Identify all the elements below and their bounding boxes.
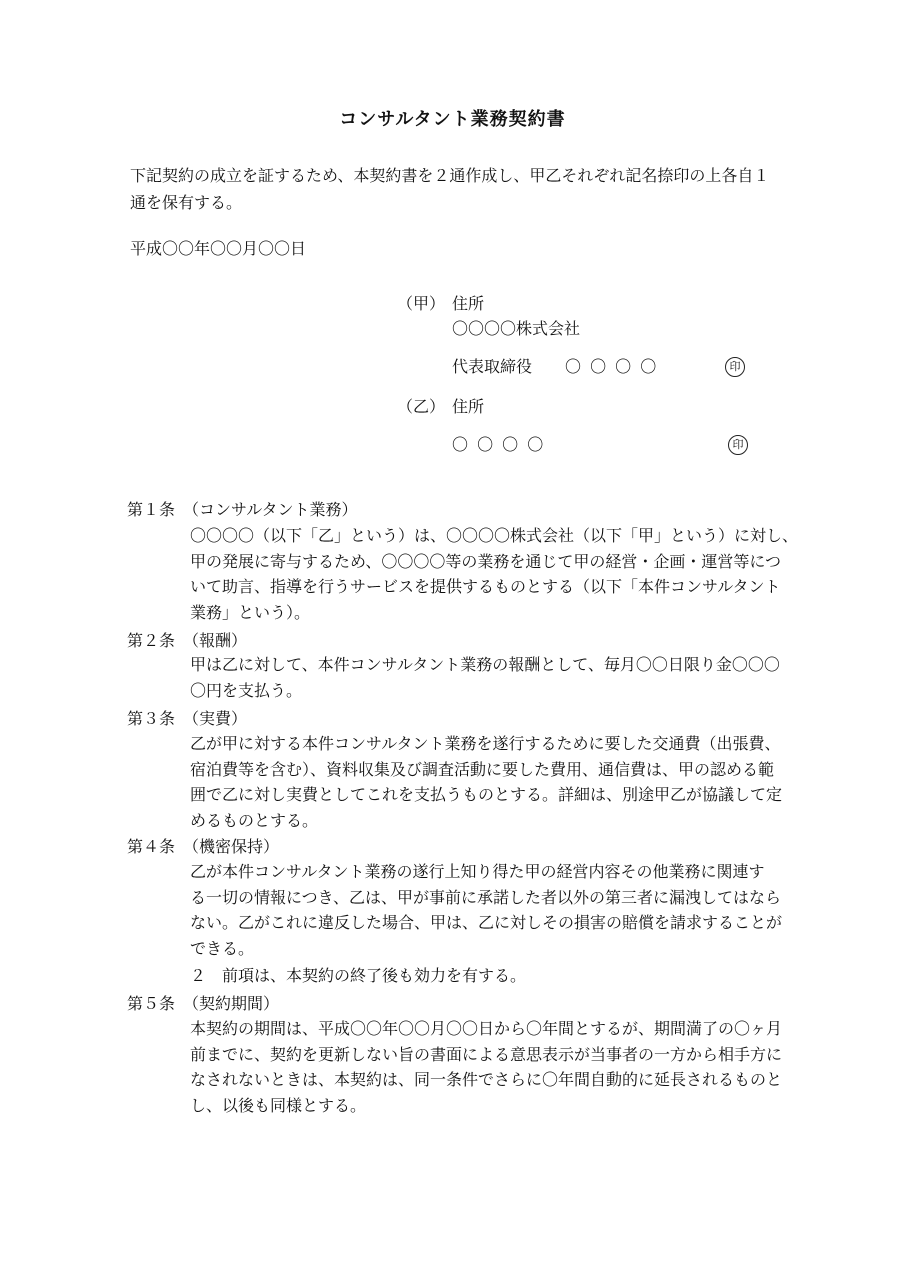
article-line: し、以後も同様とする。 [190,1095,367,1115]
article-line: る一切の情報につき、乙は、甲が事前に承諾した者以外の第三者に漏洩してはなら [190,887,782,907]
article-line: なされないときは、本契約は、同一条件でさらに〇年間自動的に延長されるものと [190,1070,783,1090]
article-line: 乙が甲に対する本件コンサルタント業務を遂行するために要した交通費（出張費、 [190,734,781,753]
article-4-subclause: ２ 前項は、本契約の終了後も効力を有する。 [190,966,527,985]
article-2-body [190,652,790,703]
article-line: 囲で乙に対し実費としてこれを支払うものとする。詳細は、別途甲乙が協議して定 [190,785,783,805]
article-3-body [190,731,790,833]
intro-line: 通を保有する。 [130,193,243,212]
article-line: 〇〇〇〇（以下「乙」という）は、〇〇〇〇株式会社（以下「甲」という）に対し、 [190,526,799,545]
article-line: 〇円を支払う。 [190,680,303,700]
article-4-heading: 第４条 （機密保持） [127,837,280,856]
intro-line: 下記契約の成立を証するため、本契約書を２通作成し、甲乙それぞれ記名捺印の上各自１ [130,166,770,185]
document-title: コンサルタント業務契約書 [339,109,566,130]
article-line: 前までに、契約を更新しない旨の書面による意思表示が当事者の一方から相手方に [190,1044,783,1064]
article-3-heading: 第３条 （実費） [127,709,248,728]
party-kou-rep-name: 〇 〇 〇 〇 [565,357,659,376]
seal-mark-icon: 印 [728,435,748,455]
article-1-body [190,523,799,625]
article-5-heading: 第５条 （契約期間） [127,994,280,1013]
seal-mark-icon: 印 [725,357,745,377]
contract-date: 平成〇〇年〇〇月〇〇日 [130,239,307,258]
article-line: 甲は乙に対して、本件コンサルタント業務の報酬として、毎月〇〇日限り金〇〇〇 [190,655,780,674]
article-5-body [190,1016,790,1118]
article-line: いて助言、指導を行うサービスを提供するものとする（以下「本件コンサルタント [190,577,781,597]
article-line: 甲の発展に寄与するため、〇〇〇〇等の業務を通じて甲の経営・企画・運営等につ [190,551,782,571]
article-line: 本契約の期間は、平成〇〇年〇〇月〇〇日から〇年間とするが、期間満了の〇ヶ月 [190,1019,783,1038]
party-kou-rep-title: 代表取締役 [452,357,533,376]
article-2-heading: 第２条 （報酬） [127,631,248,650]
article-1-heading: 第１条 （コンサルタント業務） [127,500,358,519]
party-kou-label: （甲） [397,294,446,313]
party-kou-company: 〇〇〇〇株式会社 [452,319,581,338]
article-line: ない。乙がこれに違反した場合、甲は、乙に対しその損害の賠償を請求することが [190,913,783,933]
article-line: 宿泊費等を含む）、資料収集及び調査活動に要した費用、通信費は、甲の認める範 [190,759,775,779]
party-otsu-label: （乙） [397,397,446,416]
intro-paragraph [130,162,790,216]
article-line: 乙が本件コンサルタント業務の遂行上知り得た甲の経営内容その他業務に関連す [190,862,765,881]
article-4-body [190,859,790,961]
party-otsu-address: 住所 [452,397,485,416]
party-otsu-name: 〇 〇 〇 〇 [452,435,546,454]
article-line: できる。 [190,938,255,958]
article-line: 業務」という）。 [190,602,311,622]
party-kou-address: 住所 [452,294,485,313]
article-line: めるものとする。 [190,810,319,830]
